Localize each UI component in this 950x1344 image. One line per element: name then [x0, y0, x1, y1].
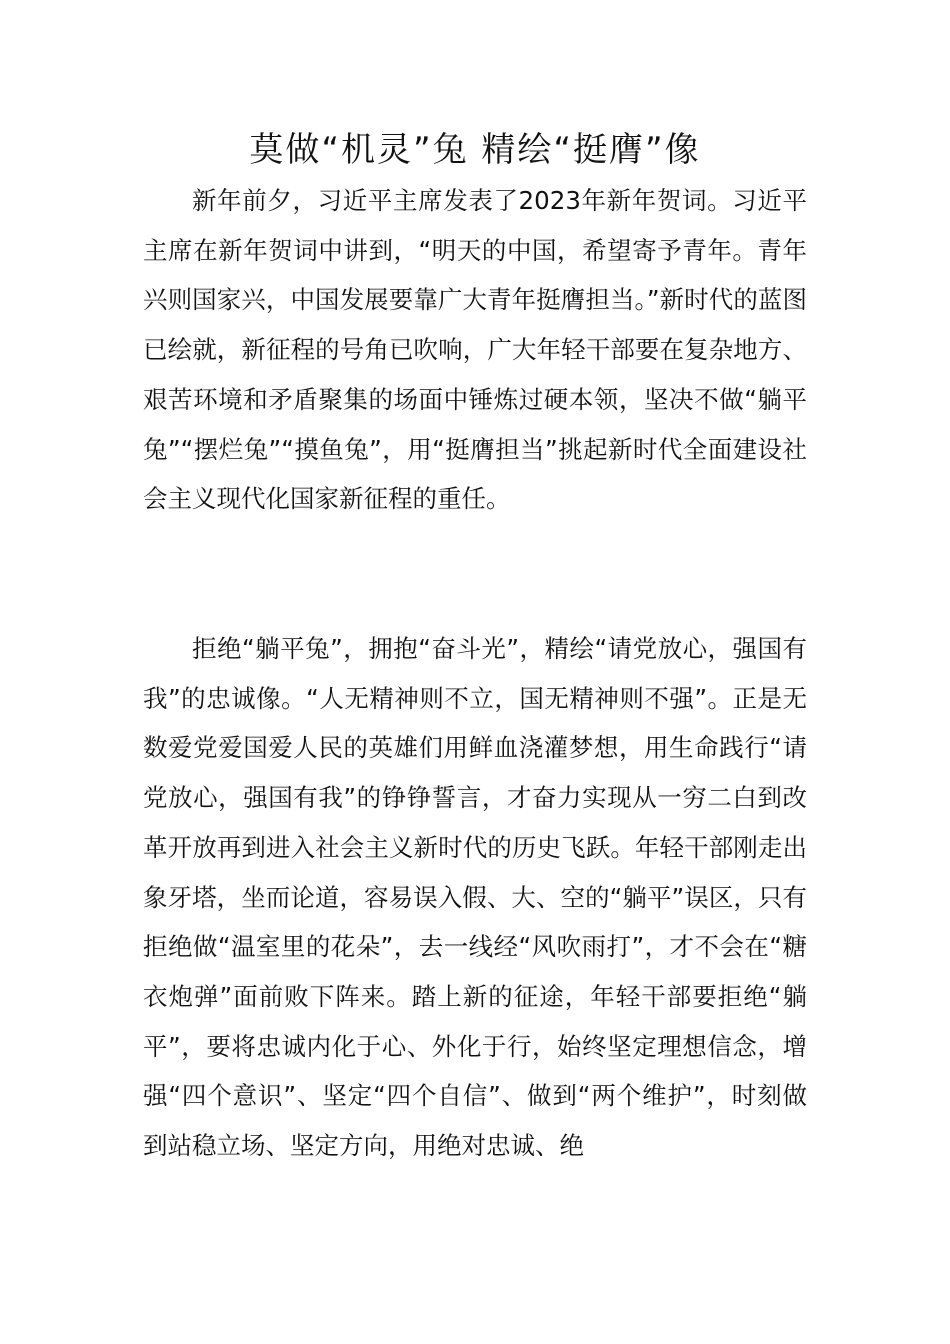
paragraph-reject-lying-flat: 拒绝“躺平兔”，拥抱“奋斗光”，精绘“请党放心，强国有我”的忠诚像。“人无精神则不立，国无精神则不强”。正是无数爱党爱国爱人民的英雄们用鲜血浇灌梦想，用生命践行“请党放心，强国有我”的铮铮誓言，才奋力实现从一穷二白到改革开放再到进入社会主义新时代的历史飞跃。年轻干部刚走出象牙塔，坐而论道，容易误入假、大、空的“躺平”误区，只有拒绝做“温室里的花朵”，去一线经“风吹雨打”，才不会在“糖衣炮弹”面前败下阵来。踏上新的征途，年轻干部要拒绝“躺平”，要将忠诚内化于心、外化于行，始终坚定理想信念，增强“四个意识”、坚定“四个自信”、做到“两个维护”，时刻做到站稳立场、坚定方向，用绝对忠诚、绝 [143, 634, 807, 1161]
paragraph-intro: 新年前夕，习近平主席发表了2023年新年贺词。习近平主席在新年贺词中讲到，“明天的中国，希望寄予青年。青年兴则国家兴，中国发展要靠广大青年挺膺担当。”新时代的蓝图已绘就，新征程的号角已吹响，广大年轻干部要在复杂地方、艰苦环境和矛盾聚集的场面中锤炼过硬本领，坚决不做“躺平兔”“摆烂兔”“摸鱼兔”，用“挺膺担当”挑起新时代全面建设社会主义现代化国家新征程的重任。 [143, 186, 807, 514]
document-title: 莫做“机灵”兔 精绘“挺膺”像 [249, 130, 701, 170]
